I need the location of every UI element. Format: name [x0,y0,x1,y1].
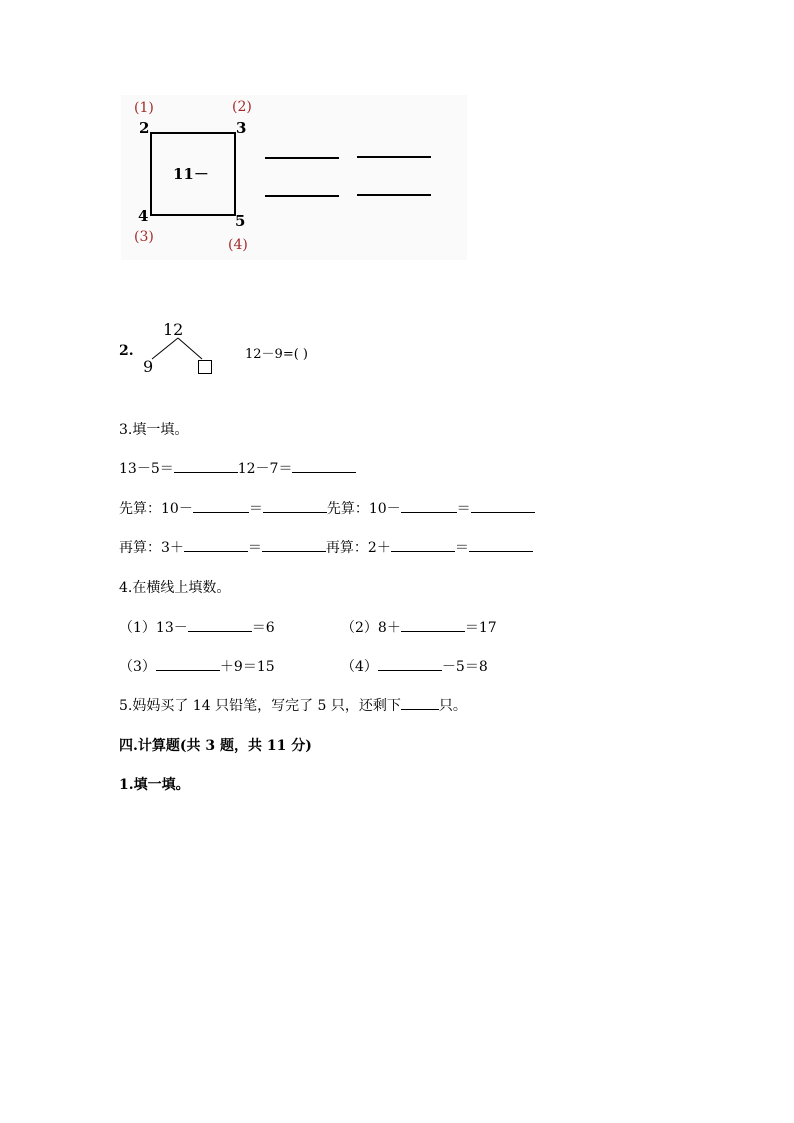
q3-line2 [119,498,535,518]
q3-blank-f[interactable] [471,498,535,513]
q5-pre: 5.妈妈买了 14 只铅笔，写完了 5 只，还剩下 [119,698,401,714]
label-3: (3) [134,229,154,245]
q3-blank-e[interactable] [401,498,457,513]
label-4: (4) [228,237,248,253]
q5-text [119,695,467,715]
corner-bottom-right: 5 [235,212,246,230]
q3-then-a: 再算：3＋ [119,540,184,556]
q4-blank-2[interactable] [401,617,465,632]
q3-expr-b: 12－7＝ [237,461,293,477]
q4-item-1 [119,617,275,637]
corner-bottom-left: 4 [138,207,149,225]
corner-top-right: 3 [236,119,247,137]
q4-item-2-pre: （2）8＋ [341,620,401,636]
q3-blank-j[interactable] [469,537,533,552]
q4-item-3 [119,656,275,676]
q3-eq-b: ＝ [456,501,471,517]
q3-blank-h[interactable] [262,537,326,552]
q3-eq-d: ＝ [454,540,469,556]
q3-blank-a[interactable] [174,458,238,473]
corner-top-left: 2 [139,119,150,137]
q2-number: 2. [119,343,134,359]
q3-line1 [119,458,356,478]
q5-post: 只。 [438,698,467,714]
q3-blank-i[interactable] [391,537,455,552]
answer-line-1[interactable] [265,157,339,159]
square-center-text: 11－ [173,165,209,183]
q4-item-3-pre: （3） [119,659,156,675]
bond-blank-box[interactable] [198,360,212,374]
bond-top-number: 12 [163,320,184,339]
q4-blank-3[interactable] [156,656,220,671]
q3-eq-c: ＝ [247,540,262,556]
q4-item-1-pre: （1）13－ [119,620,188,636]
q3-blank-g[interactable] [184,537,248,552]
q3-line3 [119,537,533,557]
q3-blank-b[interactable] [292,458,356,473]
q4-title: 4.在横线上填数。 [119,580,231,596]
answer-line-2[interactable] [357,156,431,158]
section4-q1: 1.填一填。 [119,777,190,793]
q3-title: 3.填一填。 [119,422,189,438]
answer-line-3[interactable] [265,195,339,197]
q5-blank[interactable] [401,695,439,710]
q3-eq-a: ＝ [248,501,263,517]
label-1: (1) [134,100,154,116]
q4-item-2 [341,617,497,637]
bond-left-number: 9 [143,357,154,376]
section4-title: 四.计算题(共 3 题，共 11 分) [119,738,312,754]
q4-item-4-pre: （4） [341,659,378,675]
q4-blank-1[interactable] [188,617,252,632]
q3-expr-a: 13－5＝ [119,461,174,477]
q3-blank-d[interactable] [263,498,327,513]
q4-blank-4[interactable] [378,656,442,671]
q4-item-3-post: ＋9＝15 [219,659,275,675]
q4-item-4 [341,656,488,676]
answer-line-4[interactable] [357,194,431,196]
q3-then-b: 再算：2＋ [325,540,391,556]
q4-item-4-post: －5＝8 [441,659,488,675]
q3-blank-c[interactable] [193,498,249,513]
q4-item-1-post: ＝6 [251,620,275,636]
label-2: (2) [232,99,252,115]
q2-equation: 12－9=( ) [245,347,308,362]
q4-item-2-post: ＝17 [464,620,497,636]
q3-first-step-b: 先算：10－ [326,501,401,517]
q3-first-step-a: 先算：10－ [119,501,193,517]
